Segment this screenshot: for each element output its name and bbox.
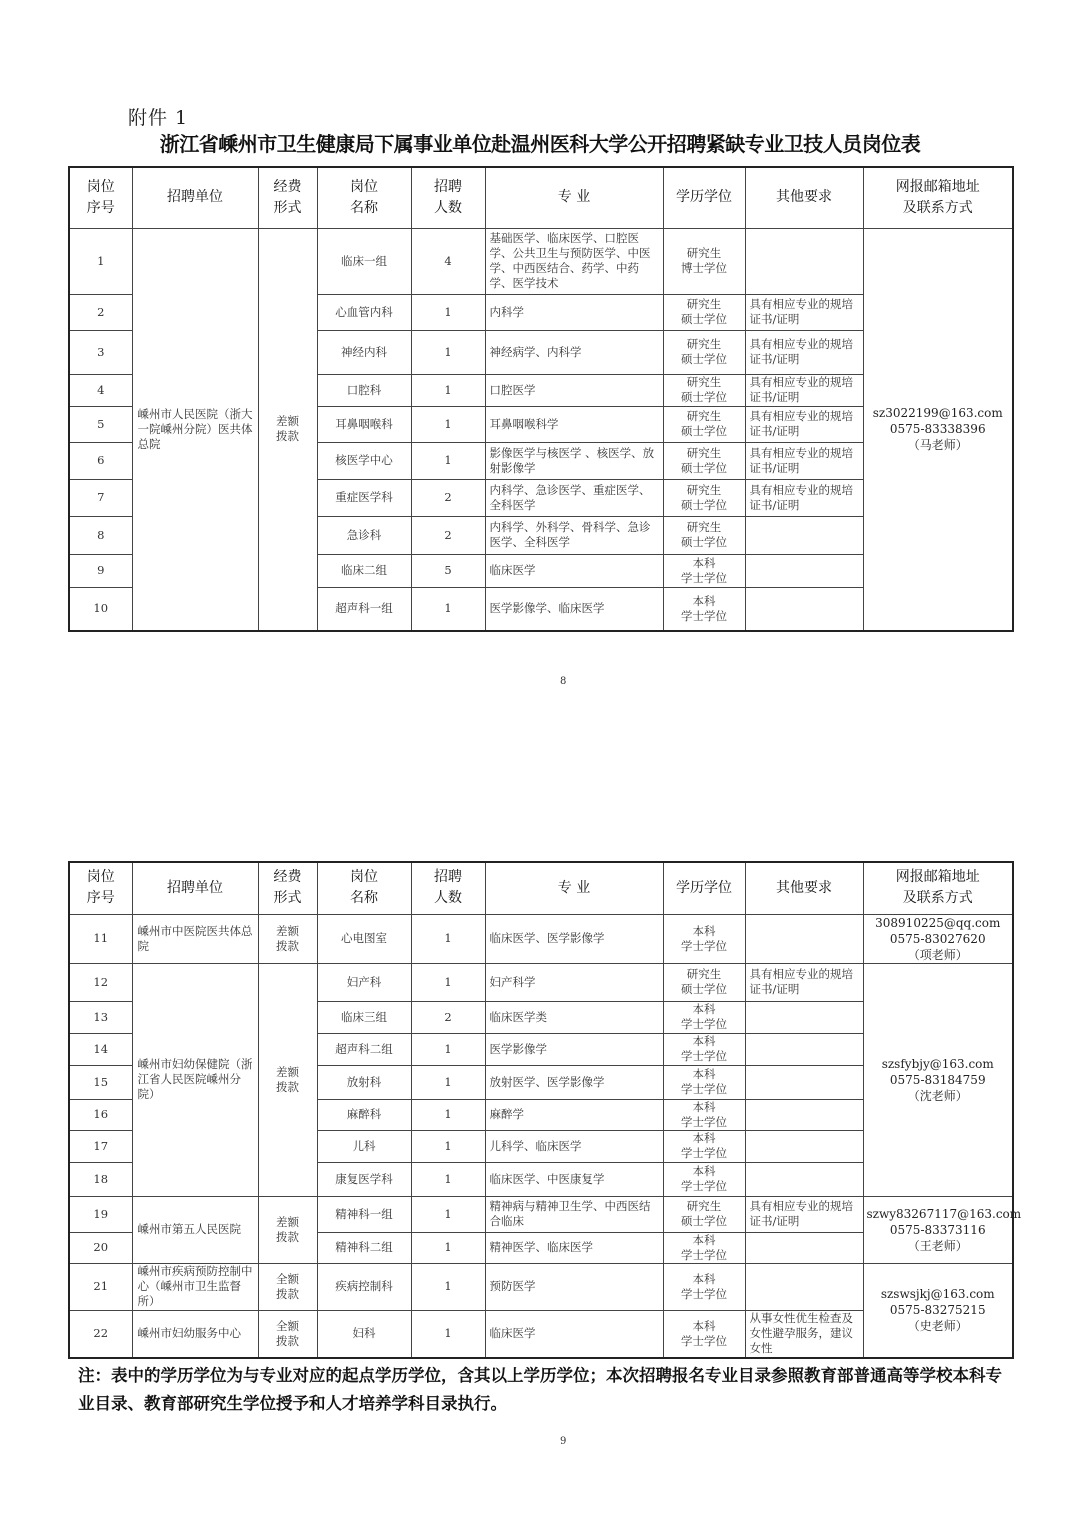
header-contact: 网报邮箱地址 及联系方式 [863,862,1013,914]
cell-count: 1 [411,963,485,1001]
cell-count: 1 [411,1065,485,1099]
cell-seq: 15 [69,1065,132,1099]
cell-degree: 研究生 硕士学位 [663,374,745,406]
cell-unit: 嵊州市人民医院（浙大一院嵊州分院）医共体总院 [132,228,258,631]
cell-post: 精神科一组 [317,1196,411,1232]
cell-unit: 嵊州市妇幼保健院（浙江省人民医院嵊州分院） [132,963,258,1196]
cell-seq: 13 [69,1001,132,1033]
cell-unit: 嵊州市妇幼服务中心 [132,1310,258,1358]
cell-major: 临床医学 [485,554,663,587]
table-row [69,914,1013,963]
cell-count: 5 [411,554,485,587]
cell-post: 妇产科 [317,963,411,1001]
cell-count: 1 [411,406,485,442]
cell-major: 内科学、外科学、骨科学、急诊医学、全科医学 [485,516,663,554]
footnote: 注：表中的学历学位为与专业对应的起点学历学位，含其以上学历学位；本次招聘报名专业目录参照教育部普通高等学校本科专业目录、教育部研究生学位授予和人才培养学科目录执行。 [78,1366,1002,1413]
table-header-row [69,862,1013,914]
cell-other: 具有相应专业的规培证书/证明 [745,374,863,406]
cell-contact: szwy83267117@163.com 0575-83373116 （王老师） [863,1196,1013,1263]
cell-fund: 全额 拨款 [258,1263,317,1310]
attachment-label: 附件 1 [128,107,189,129]
cell-other: 具有相应专业的规培证书/证明 [745,294,863,330]
cell-count: 2 [411,1001,485,1033]
cell-other: 具有相应专业的规培证书/证明 [745,442,863,479]
cell-degree: 本科 学士学位 [663,1162,745,1196]
cell-seq: 11 [69,914,132,963]
cell-post: 儿科 [317,1130,411,1162]
cell-count: 1 [411,330,485,374]
cell-other: 具有相应专业的规培证书/证明 [745,479,863,516]
cell-other [745,914,863,963]
cell-other: 具有相应专业的规培证书/证明 [745,1196,863,1232]
table-row [69,1263,1013,1310]
cell-degree: 本科 学士学位 [663,914,745,963]
cell-other [745,228,863,294]
header-count: 招聘 人数 [411,167,485,228]
cell-degree: 本科 学士学位 [663,1001,745,1033]
cell-major: 临床医学 [485,1310,663,1358]
header-unit: 招聘单位 [132,167,258,228]
cell-seq: 14 [69,1033,132,1065]
cell-degree: 研究生 硕士学位 [663,406,745,442]
cell-post: 急诊科 [317,516,411,554]
cell-post: 心电图室 [317,914,411,963]
cell-post: 重症医学科 [317,479,411,516]
cell-major: 临床医学、医学影像学 [485,914,663,963]
cell-major: 医学影像学 [485,1033,663,1065]
cell-degree: 研究生 硕士学位 [663,479,745,516]
page-title: 浙江省嵊州市卫生健康局下属事业单位赴温州医科大学公开招聘紧缺专业卫技人员岗位表 [159,132,921,156]
cell-other [745,1065,863,1099]
cell-contact: 308910225@qq.com 0575-83027620 （项老师） [863,914,1013,963]
position-table-page-8 [68,166,1014,632]
cell-major: 精神病与精神卫生学、中西医结合临床 [485,1196,663,1232]
cell-degree: 研究生 硕士学位 [663,442,745,479]
cell-post: 麻醉科 [317,1099,411,1130]
cell-contact: szsfybjy@163.com 0575-83184759 （沈老师） [863,963,1013,1196]
cell-degree: 研究生 硕士学位 [663,516,745,554]
table-row [69,228,1013,294]
cell-major: 儿科学、临床医学 [485,1130,663,1162]
cell-seq: 16 [69,1099,132,1130]
cell-degree: 研究生 硕士学位 [663,1196,745,1232]
cell-degree: 研究生 博士学位 [663,228,745,294]
cell-count: 1 [411,1196,485,1232]
header-post: 岗位 名称 [317,167,411,228]
cell-post: 放射科 [317,1065,411,1099]
cell-degree: 本科 学士学位 [663,554,745,587]
cell-degree: 本科 学士学位 [663,1033,745,1065]
cell-post: 超声科一组 [317,587,411,631]
cell-other [745,554,863,587]
cell-post: 疾病控制科 [317,1263,411,1310]
cell-count: 1 [411,1232,485,1263]
header-degree: 学历学位 [663,167,745,228]
cell-unit: 嵊州市疾病预防控制中心（嵊州市卫生监督所） [132,1263,258,1310]
cell-other [745,516,863,554]
cell-degree: 研究生 硕士学位 [663,330,745,374]
cell-post: 超声科二组 [317,1033,411,1065]
cell-other: 具有相应专业的规培证书/证明 [745,406,863,442]
cell-count: 1 [411,1263,485,1310]
cell-major: 妇产科学 [485,963,663,1001]
cell-seq: 19 [69,1196,132,1232]
cell-major: 内科学、急诊医学、重症医学、全科医学 [485,479,663,516]
header-seq: 岗位 序号 [69,862,132,914]
table-body [69,228,1013,631]
cell-major: 医学影像学、临床医学 [485,587,663,631]
header-other: 其他要求 [745,862,863,914]
header-contact: 网报邮箱地址 及联系方式 [863,167,1013,228]
cell-major: 口腔医学 [485,374,663,406]
cell-seq: 18 [69,1162,132,1196]
cell-count: 1 [411,294,485,330]
cell-unit: 嵊州市第五人民医院 [132,1196,258,1263]
cell-unit: 嵊州市中医院医共体总院 [132,914,258,963]
header-unit: 招聘单位 [132,862,258,914]
cell-degree: 研究生 硕士学位 [663,963,745,1001]
cell-degree: 本科 学士学位 [663,1099,745,1130]
cell-post: 耳鼻咽喉科 [317,406,411,442]
cell-seq: 22 [69,1310,132,1358]
cell-post: 临床三组 [317,1001,411,1033]
cell-other: 从事女性优生检查及女性避孕服务，建议女性 [745,1310,863,1358]
cell-post: 精神科二组 [317,1232,411,1263]
cell-seq: 12 [69,963,132,1001]
cell-other: 具有相应专业的规培证书/证明 [745,963,863,1001]
cell-major: 神经病学、内科学 [485,330,663,374]
cell-major: 预防医学 [485,1263,663,1310]
cell-fund: 差额 拨款 [258,1196,317,1263]
cell-post: 核医学中心 [317,442,411,479]
cell-other [745,1162,863,1196]
cell-seq: 3 [69,330,132,374]
cell-seq: 1 [69,228,132,294]
cell-major: 影像医学与核医学 、核医学、放射影像学 [485,442,663,479]
cell-major: 麻醉学 [485,1099,663,1130]
cell-fund: 差额 拨款 [258,963,317,1196]
cell-seq: 8 [69,516,132,554]
table-row [69,1196,1013,1232]
cell-count: 1 [411,1033,485,1065]
cell-seq: 4 [69,374,132,406]
cell-count: 1 [411,587,485,631]
cell-other [745,1263,863,1310]
table-header-row [69,167,1013,228]
cell-major: 内科学 [485,294,663,330]
cell-degree: 本科 学士学位 [663,1065,745,1099]
cell-major: 临床医学、中医康复学 [485,1162,663,1196]
table-row [69,963,1013,1001]
cell-seq: 6 [69,442,132,479]
cell-degree: 本科 学士学位 [663,587,745,631]
cell-other [745,1130,863,1162]
cell-seq: 17 [69,1130,132,1162]
cell-count: 1 [411,442,485,479]
cell-seq: 21 [69,1263,132,1310]
cell-degree: 本科 学士学位 [663,1310,745,1358]
cell-seq: 2 [69,294,132,330]
cell-count: 1 [411,1162,485,1196]
cell-seq: 20 [69,1232,132,1263]
cell-count: 2 [411,516,485,554]
cell-major: 耳鼻咽喉科学 [485,406,663,442]
header-other: 其他要求 [745,167,863,228]
cell-major: 精神医学、临床医学 [485,1232,663,1263]
cell-count: 1 [411,914,485,963]
header-fund: 经费 形式 [258,167,317,228]
cell-post: 妇科 [317,1310,411,1358]
cell-count: 1 [411,1310,485,1358]
cell-post: 康复医学科 [317,1162,411,1196]
cell-contact: szswsjkj@163.com 0575-83275215 （史老师） [863,1263,1013,1358]
cell-fund: 差额 拨款 [258,228,317,631]
cell-other [745,1033,863,1065]
cell-other [745,587,863,631]
cell-seq: 7 [69,479,132,516]
header-major: 专 业 [485,862,663,914]
cell-seq: 10 [69,587,132,631]
cell-fund: 差额 拨款 [258,914,317,963]
cell-seq: 9 [69,554,132,587]
cell-major: 临床医学类 [485,1001,663,1033]
header-fund: 经费 形式 [258,862,317,914]
cell-post: 临床一组 [317,228,411,294]
cell-seq: 5 [69,406,132,442]
cell-other: 具有相应专业的规培证书/证明 [745,330,863,374]
header-seq: 岗位 序号 [69,167,132,228]
cell-other [745,1001,863,1033]
cell-post: 心血管内科 [317,294,411,330]
cell-post: 口腔科 [317,374,411,406]
page-number: 9 [560,1436,567,1447]
cell-post: 临床二组 [317,554,411,587]
position-table-page-9 [68,861,1022,1359]
cell-degree: 研究生 硕士学位 [663,294,745,330]
cell-major: 基础医学、临床医学、口腔医学、公共卫生与预防医学、中医学、中西医结合、药学、中药学、医学技术 [485,228,663,294]
cell-other [745,1232,863,1263]
cell-other [745,1099,863,1130]
header-degree: 学历学位 [663,862,745,914]
header-post: 岗位 名称 [317,862,411,914]
cell-count: 1 [411,1130,485,1162]
header-count: 招聘 人数 [411,862,485,914]
cell-count: 4 [411,228,485,294]
cell-degree: 本科 学士学位 [663,1130,745,1162]
cell-degree: 本科 学士学位 [663,1263,745,1310]
header-major: 专 业 [485,167,663,228]
cell-count: 2 [411,479,485,516]
cell-degree: 本科 学士学位 [663,1232,745,1263]
cell-count: 1 [411,374,485,406]
cell-count: 1 [411,1099,485,1130]
cell-fund: 全额 拨款 [258,1310,317,1358]
cell-major: 放射医学、医学影像学 [485,1065,663,1099]
cell-contact: sz3022199@163.com 0575-83338396 （马老师） [863,228,1013,631]
table-body [69,914,1022,1358]
cell-post: 神经内科 [317,330,411,374]
page-number: 8 [560,676,567,687]
